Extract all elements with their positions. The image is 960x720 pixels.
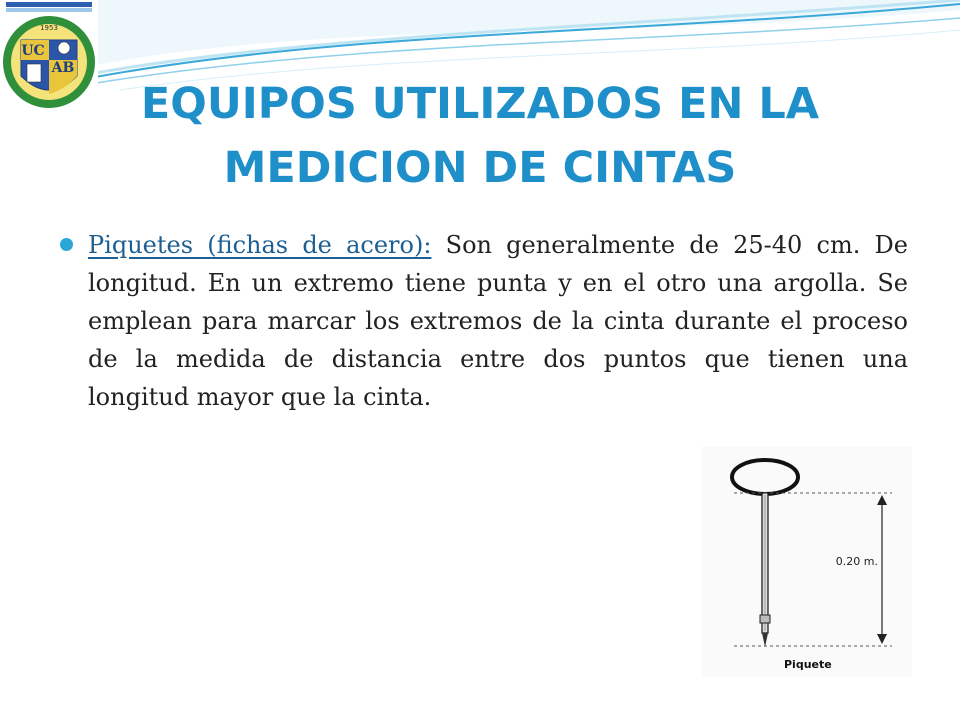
bullet-term: Piquetes (fichas de acero): <box>88 231 432 259</box>
slide-title-line-2: MEDICION DE CINTAS <box>223 143 737 193</box>
svg-text:AB: AB <box>51 60 75 76</box>
svg-text:1953: 1953 <box>40 24 58 32</box>
svg-text:UC: UC <box>21 43 45 59</box>
dimension-label: 0.20 m. <box>835 555 878 568</box>
slide-title <box>60 72 900 200</box>
bullet-paragraph <box>88 226 908 416</box>
bullet-icon <box>60 238 73 251</box>
piquete-illustration <box>702 447 912 677</box>
bullet-description: Son generalmente de 25-40 cm. De longitud. En un extremo tiene punta y en el otro una argolla. Se emplean para marcar los extremos de la cinta durante el proceso de la medida de distancia entre dos puntos que tienen una longitud mayor que la cinta. <box>88 231 908 411</box>
figure-caption: Piquete <box>784 658 832 671</box>
slide-title-line-1: EQUIPOS UTILIZADOS EN LA <box>140 79 820 129</box>
